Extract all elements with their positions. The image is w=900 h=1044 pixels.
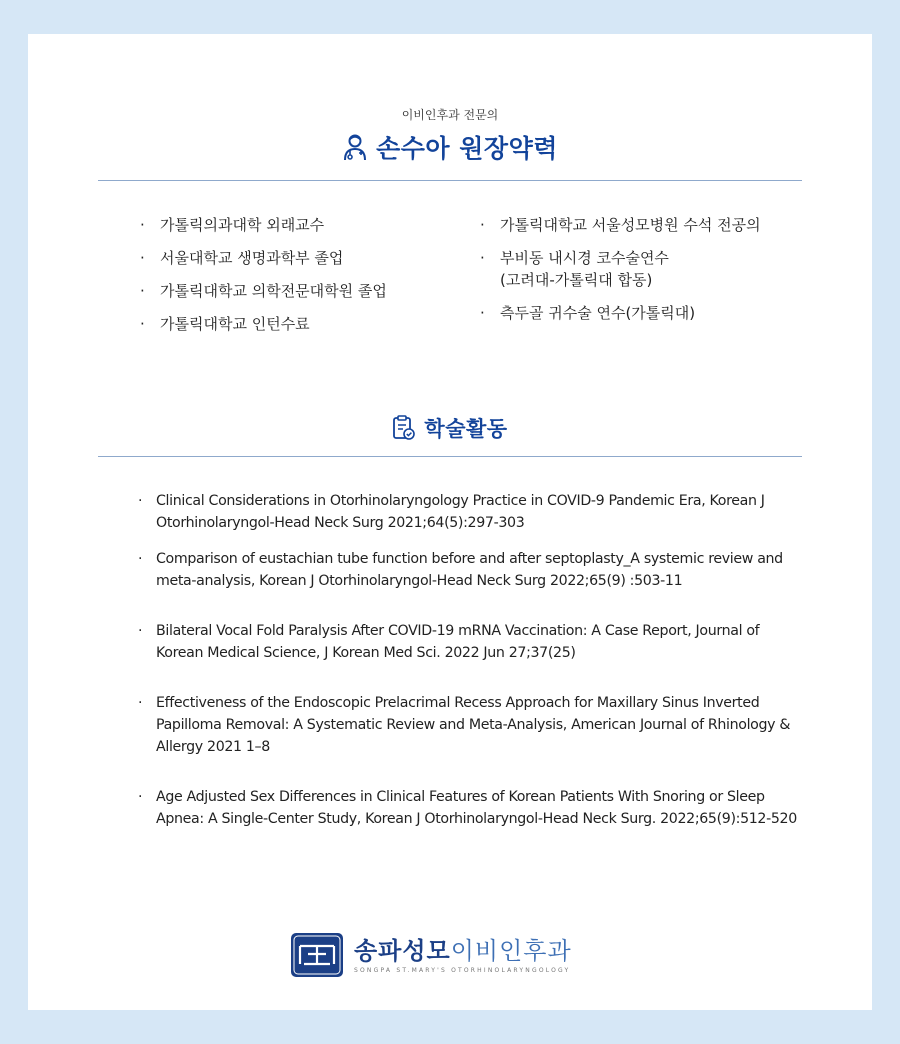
doctor-icon	[342, 133, 368, 161]
bullet: ·	[140, 249, 145, 267]
bullet: ·	[480, 249, 485, 267]
profile-title-row	[28, 130, 872, 164]
publication-item: · Bilateral Vocal Fold Paralysis After COVID-19 mRNA Vaccination: A Case Report, Journal of Korean Medical Science, J Korean Med Sci. 2022 Jun 27;37(25)	[138, 620, 798, 664]
bullet: ·	[138, 493, 143, 509]
academic-title-row	[28, 411, 872, 445]
publication-item: · Age Adjusted Sex Differences in Clinical Features of Korean Patients With Snoring or Sleep Apnea: A Single-Center Study, Korean J Otorhinolaryngol-Head Neck Surg. 2022;65(9):512-520	[138, 786, 798, 830]
bullet: ·	[140, 216, 145, 234]
divider	[98, 180, 802, 181]
academic-title: 학술활동	[424, 417, 508, 441]
career-item: · 가톨릭대학교 서울성모병원 수석 전공의	[480, 216, 761, 234]
career-list-left	[140, 214, 387, 346]
profile-card	[28, 34, 872, 1010]
emblem-icon	[290, 932, 344, 978]
bullet: ·	[138, 695, 143, 711]
publication-item: · Clinical Considerations in Otorhinolaryngology Practice in COVID-9 Pandemic Era, Korean J Otorhinolaryngol-Head Neck Surg 2021;64(5):297-303	[138, 490, 798, 534]
profile-title: 손수아 원장약력	[376, 134, 558, 163]
career-list-right	[480, 214, 761, 335]
publication-item: · Comparison of eustachian tube function before and after septoplasty_A systemic review and meta-analysis, Korean J Otorhinolaryngol-Head Neck Surg 2022;65(9) :503-11	[138, 548, 798, 592]
career-item: · 부비동 내시경 코수술연수 (고려대-가톨릭대 합동)	[480, 249, 669, 289]
clinic-logo	[290, 932, 572, 978]
career-item: · 가톨릭대학교 의학전문대학원 졸업	[140, 282, 387, 300]
logo-name-part1: 송파성모	[354, 936, 451, 965]
clipboard-icon	[392, 415, 416, 441]
bullet: ·	[138, 623, 143, 639]
doctor-specialty: 이비인후과 전문의	[401, 108, 499, 122]
logo-english: SONGPA ST.MARY'S OTORHINOLARYNGOLOGY	[354, 966, 571, 974]
career-item: · 가톨릭의과대학 외래교수	[140, 216, 325, 234]
bullet: ·	[480, 304, 485, 322]
bullet: ·	[140, 315, 145, 333]
career-item: · 측두골 귀수술 연수(가톨릭대)	[480, 304, 696, 322]
bullet: ·	[140, 282, 145, 300]
bullet: ·	[480, 216, 485, 234]
publication-item: · Effectiveness of the Endoscopic Prelacrimal Recess Approach for Maxillary Sinus Inverted Papilloma Removal: A Systematic Review and Meta-Analysis, American Journal of Rhinology & Allergy 2021 1–8	[138, 692, 798, 758]
divider	[98, 456, 802, 457]
bullet: ·	[138, 551, 143, 567]
logo-name-part2: 이비인후과	[450, 936, 572, 965]
publication-list	[138, 490, 798, 830]
career-item: · 가톨릭대학교 인턴수료	[140, 315, 310, 333]
career-item: · 서울대학교 생명과학부 졸업	[140, 249, 344, 267]
bullet: ·	[138, 789, 143, 805]
